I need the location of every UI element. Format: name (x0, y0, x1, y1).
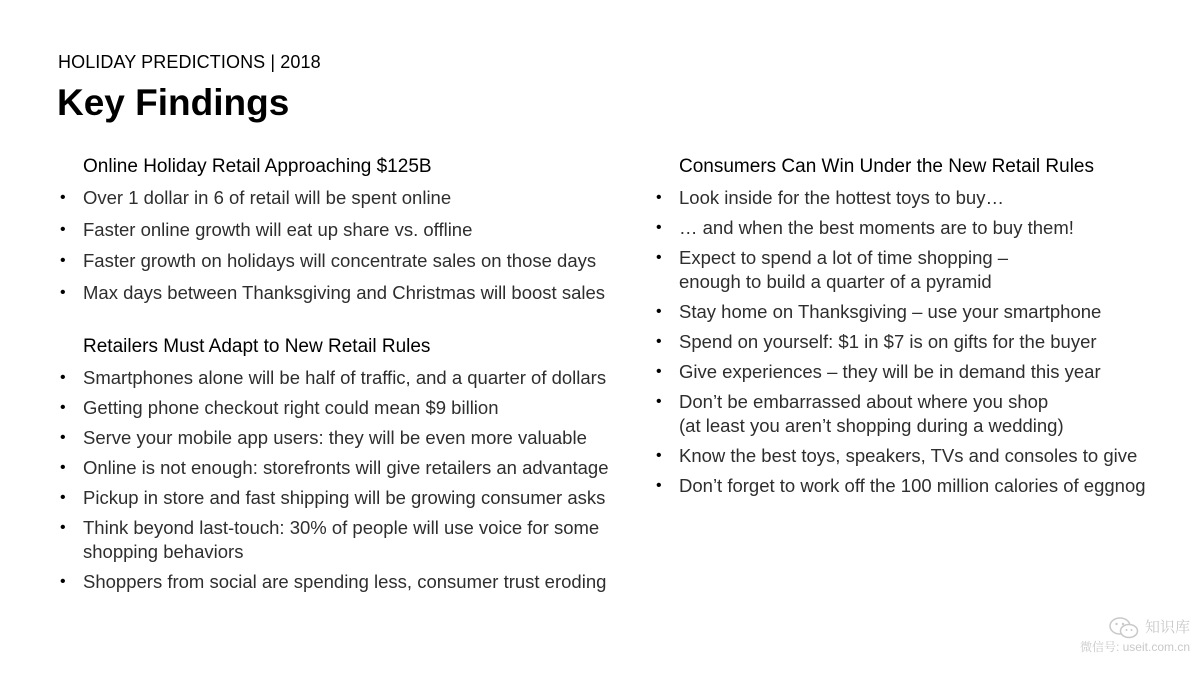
list-item-text: Getting phone checkout right could mean $9 billion (83, 397, 499, 418)
list-item-text: Faster online growth will eat up share vs. offline (83, 218, 473, 240)
bullet-list (58, 186, 618, 305)
list-item (654, 474, 1174, 498)
bullet-dot: • (60, 459, 66, 476)
list-item (58, 426, 618, 450)
bullet-dot: • (60, 519, 66, 536)
list-item (654, 390, 1174, 438)
watermark-sub: 微信号: useit.com.cn (1079, 640, 1190, 654)
list-item (654, 360, 1174, 384)
list-item-text: Expect to spend a lot of time shopping – enough to build a quarter of a pyramid (679, 247, 1009, 292)
section-heading: Consumers Can Win Under the New Retail Rules (679, 156, 1094, 177)
list-item (654, 300, 1174, 324)
list-item-text: Over 1 dollar in 6 of retail will be spent online (83, 187, 452, 208)
list-item (58, 218, 618, 242)
list-item (654, 186, 1174, 210)
list-item-text: Give experiences – they will be in demand this year (679, 361, 1101, 382)
section-heading: Online Holiday Retail Approaching $125B (83, 156, 432, 177)
list-item-text: Know the best toys, speakers, TVs and consoles to give (679, 445, 1138, 466)
wechat-icon (1109, 617, 1139, 639)
list-item (58, 249, 618, 273)
bullet-dot: • (60, 573, 66, 590)
list-item-text: Don’t be embarrassed about where you shop (at least you aren’t shopping during a wedding) (679, 391, 1064, 436)
list-item-text: Serve your mobile app users: they will be even more valuable (83, 427, 587, 448)
list-item (58, 486, 618, 510)
bullet-dot: • (656, 189, 662, 206)
bullet-list (654, 186, 1174, 498)
right-column (654, 154, 1174, 504)
list-item-text: Shoppers from social are spending less, consumer trust eroding (83, 571, 607, 592)
bullet-dot: • (656, 393, 662, 410)
list-item-text: Pickup in store and fast shipping will be growing consumer asks (83, 487, 606, 508)
list-item (58, 456, 618, 480)
list-item (58, 366, 618, 390)
list-item (58, 516, 618, 564)
bullet-dot: • (656, 219, 662, 236)
bullet-dot: • (60, 283, 66, 301)
bullet-dot: • (60, 220, 66, 238)
list-item-text: Faster growth on holidays will concentrate sales on those days (83, 250, 597, 271)
list-item-text: Smartphones alone will be half of traffic, and a quarter of dollars (83, 367, 607, 388)
list-item (58, 186, 618, 210)
list-item-text: … and when the best moments are to buy them! (679, 217, 1074, 238)
watermark (1080, 617, 1190, 655)
bullet-dot: • (60, 189, 66, 206)
watermark-name: 知识库 (1144, 619, 1190, 636)
section-heading: Retailers Must Adapt to New Retail Rules (83, 336, 431, 357)
bullet-dot: • (60, 369, 66, 386)
list-item-text: Don’t forget to work off the 100 million calories of eggnog (679, 475, 1146, 496)
list-item (654, 216, 1174, 240)
bullet-dot: • (656, 333, 662, 350)
bullet-dot: • (656, 303, 662, 320)
bullet-dot: • (60, 489, 66, 506)
left-column (58, 154, 618, 600)
list-item (654, 246, 1174, 294)
eyebrow-label: HOLIDAY PREDICTIONS | 2018 (58, 52, 321, 72)
list-item (654, 330, 1174, 354)
bullet-dot: • (656, 477, 662, 494)
bullet-dot: • (656, 363, 662, 380)
list-item-text: Stay home on Thanksgiving – use your smartphone (679, 301, 1102, 322)
list-item-text: Think beyond last-touch: 30% of people will use voice for some shopping behaviors (83, 517, 600, 562)
list-item (58, 281, 618, 305)
bullet-dot: • (656, 249, 662, 266)
list-item (654, 444, 1174, 468)
bullet-dot: • (60, 399, 66, 416)
page-title: Key Findings (57, 82, 290, 123)
list-item-text: Spend on yourself: $1 in $7 is on gifts for the buyer (679, 331, 1097, 352)
bullet-list (58, 366, 618, 594)
list-item (58, 396, 618, 420)
list-item (58, 570, 618, 594)
bullet-dot: • (60, 429, 66, 446)
list-item-text: Online is not enough: storefronts will give retailers an advantage (83, 457, 609, 478)
list-item-text: Look inside for the hottest toys to buy… (679, 187, 1004, 208)
bullet-dot: • (60, 252, 66, 269)
list-item-text: Max days between Thanksgiving and Christmas will boost sales (83, 281, 606, 303)
bullet-dot: • (656, 447, 662, 464)
